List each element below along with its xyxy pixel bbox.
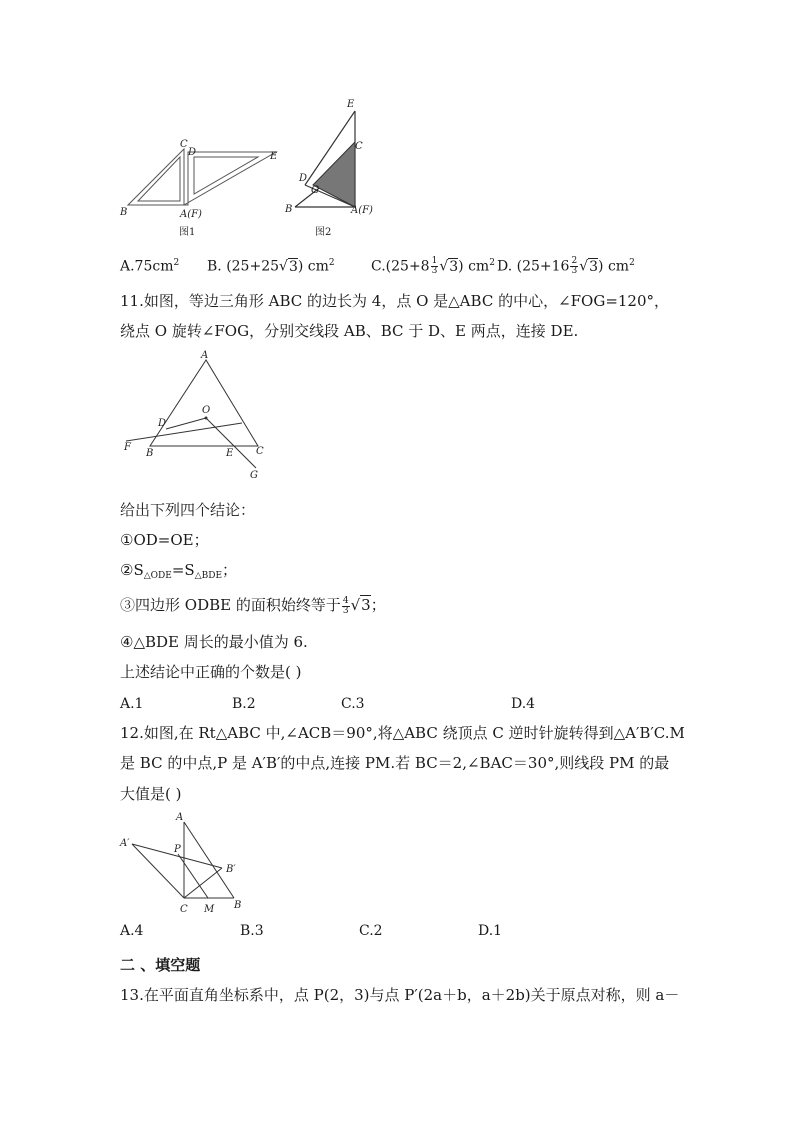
q12-option-a: A.4 [120, 923, 144, 939]
q11-label-f: F [124, 442, 131, 453]
q11-line-2: 绕点 O 旋转∠FOG，分别交线段 AB、BC 于 D、E 两点，连接 DE. [120, 322, 579, 340]
q12-line-1: 12.如图,在 Rt△ABC 中,∠ACB＝90°,将△ABC 绕顶点 C 逆时针旋转得到△A′B′C.M [120, 724, 685, 742]
q10-option-c: C.(25+8 $\frac{1}{3}$ √3) $cm^2$ [371, 256, 495, 277]
q12-option-c: C.2 [359, 923, 383, 939]
q12-line-2: 是 BC 的中点,P 是 A′B′的中点,连接 PM.若 BC＝2,∠BAC＝30°,则线段 PM 的最 [120, 754, 670, 772]
fig1-caption: 图1 [179, 227, 196, 238]
q11-line-1: 11.如图，等边三角形 ABC 的边长为 4，点 O 是△ABC 的中心，∠FOG=120°， [120, 292, 670, 310]
fig2-label-d: D [299, 173, 308, 184]
q12-line-3: 大值是( ) [120, 785, 182, 803]
q12-label-m: M [204, 904, 215, 915]
q11-label-e: E [226, 448, 234, 459]
q11-label-g: G [250, 470, 258, 481]
figure-2 [283, 95, 393, 243]
q11-intro: 给出下列四个结论： [120, 501, 256, 519]
fig2-label-g: G [311, 185, 319, 196]
fig1-label-e: E [270, 151, 278, 162]
q12-label-a-prime: A′ [120, 838, 130, 849]
fig2-label-c: C [355, 141, 363, 152]
section-heading-fill-in: 二 、填空题 [120, 956, 201, 974]
q12-label-a: A [176, 812, 184, 823]
q11-label-d: D [158, 418, 167, 429]
figure-q12 [118, 808, 248, 916]
fig1-label-af: A(F) [180, 209, 202, 220]
q11-label-b: B [146, 448, 154, 459]
q11-label-c: C [256, 446, 264, 457]
q11-option-c: C.3 [341, 696, 365, 712]
q10-option-a: $A.75cm^2$ [120, 258, 180, 275]
q11-conclusion-1: ①OD=OE； [120, 531, 209, 549]
fig2-caption: 图2 [315, 227, 332, 238]
fig2-label-e: E [347, 99, 355, 110]
q13-line-1: 13.在平面直角坐标系中，点 P(2，3)与点 P′(2a＋b，a＋2b)关于原点对称，则 a－ [120, 986, 680, 1004]
fig1-label-c: C [180, 139, 188, 150]
q11-option-b: B.2 [232, 696, 256, 712]
q11-conclusion-3: ③四边形 ODBE 的面积始终等于 $\frac{4}{3}$ √3； [120, 595, 386, 616]
q12-label-b-prime: B′ [226, 864, 236, 875]
q11-label-o: O [202, 405, 211, 416]
fig1-label-d: D [188, 147, 197, 158]
fig1-label-b: B [120, 207, 128, 218]
figure-1 [118, 135, 288, 240]
q11-conclusion-2: $②S_{\triangle ODE}=S_{\triangle BDE}$； [120, 561, 238, 581]
fig2-label-b: B [285, 204, 293, 215]
q12-option-d: D.1 [478, 923, 503, 939]
q11-conclusion-4: ④△BDE 周长的最小值为 6. [120, 633, 308, 651]
fig2-label-af: A(F) [351, 205, 373, 216]
q12-label-c: C [180, 904, 188, 915]
q11-label-a: A [201, 350, 209, 361]
q10-option-d: D. (25+16 $\frac{2}{3}$ √3) $cm^2$ [497, 256, 635, 277]
q10-option-b: B. (25+25√3) $cm^2$ [207, 258, 335, 275]
q11-question: 上述结论中正确的个数是( ) [120, 663, 302, 681]
q12-label-b: B [234, 900, 242, 911]
figure-q11 [118, 350, 268, 482]
q12-option-b: B.3 [240, 923, 264, 939]
q11-option-d: D.4 [511, 696, 536, 712]
q11-option-a: A.1 [120, 696, 144, 712]
q12-label-p: P [174, 844, 181, 855]
